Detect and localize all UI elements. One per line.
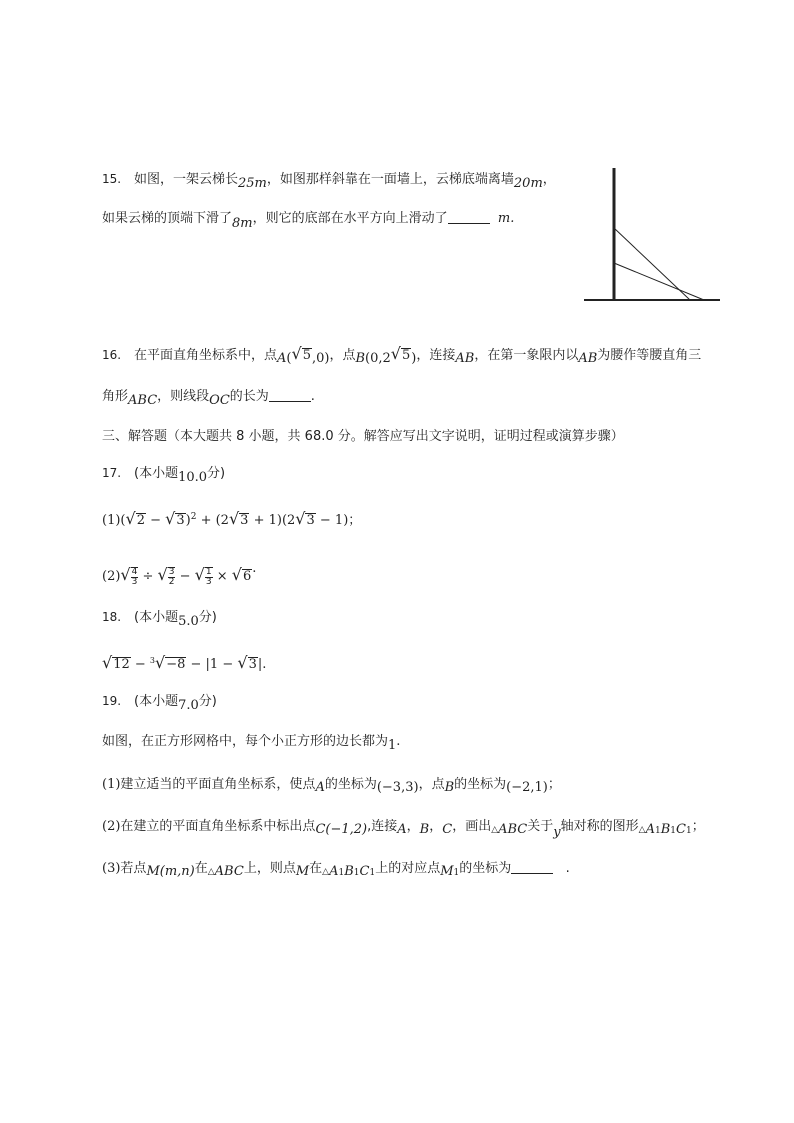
ladder-slid — [614, 263, 704, 300]
q17-header: 17. (本小题10.0分) — [102, 466, 226, 485]
math-value: 8m — [232, 216, 253, 231]
question-number: 15. — [102, 172, 122, 186]
q15-line1: 15. 如图，一架云梯长25m，如图那样斜靠在一面墙上，云梯底端离墙20m， — [102, 172, 556, 191]
question-number: 16. — [102, 348, 122, 362]
answer-blank — [269, 389, 311, 402]
question-number: 19. — [102, 694, 122, 708]
math-value: 20m — [513, 176, 543, 191]
q19-part3: (3)若点M(m,n)在△ABC上，则点M在$\triangle A_1B_1C_1$上的对应点$M_1$的坐标为 . — [102, 861, 570, 879]
q16-line1: 16. 在平面直角坐标系中，点A(√5,0)，点B(0,2√5)，连接AB，在第一象限内以AB为腰作等腰直角三 — [102, 344, 702, 366]
section-heading: 三、解答题（本大题共 8 小题，共 68.0 分。解答应写出文字说明，证明过程或演算步骤） — [102, 429, 624, 444]
q18-header: 18. (本小题5.0分) — [102, 610, 217, 629]
fraction: $\frac{3}{2}$ — [168, 566, 175, 587]
q19-intro: 如图，在正方形网格中，每个小正方形的边长都为1. — [102, 734, 401, 753]
answer-blank — [511, 861, 553, 874]
q17-part2: (2)√ $\frac{4}{3}$ ÷ √ $\frac{3}{2}$ − √ $\frac{1}{3}$ × √6. — [102, 561, 257, 587]
question-number: 17. — [102, 466, 122, 480]
q19-header: 19. (本小题7.0分) — [102, 694, 217, 713]
q15-line2: 如果云梯的顶端下滑了8m，则它的底部在水平方向上滑动了 m. — [102, 211, 515, 231]
unit: m. — [497, 211, 515, 226]
q18-expression: √12 − $^3$√−8 − |1 − √3|. — [102, 653, 267, 672]
q17-part1: $(1)(√2 - √3)^2 + (2√3 + 1)(2√3 - 1)$； — [102, 509, 362, 528]
math-value: 25m — [238, 176, 267, 191]
q19-part2: (2)在建立的平面直角坐标系中标出点C(−1,2),连接A，B，C，画出△ABC关于y轴对称的图形$\triangle A_1B_1C_1$； — [102, 819, 705, 840]
answer-blank — [448, 211, 490, 224]
fraction: $\frac{4}{3}$ — [131, 566, 138, 587]
q19-part1: (1)建立适当的平面直角坐标系，使点A的坐标为(−3,3)，点B的坐标为(−2,1)； — [102, 777, 561, 795]
ladder-diagram — [582, 168, 722, 308]
q16-line2: 角形ABC，则线段OC的长为 . — [102, 389, 315, 408]
question-number: 18. — [102, 610, 122, 624]
fraction: $\frac{1}{3}$ — [205, 566, 212, 587]
